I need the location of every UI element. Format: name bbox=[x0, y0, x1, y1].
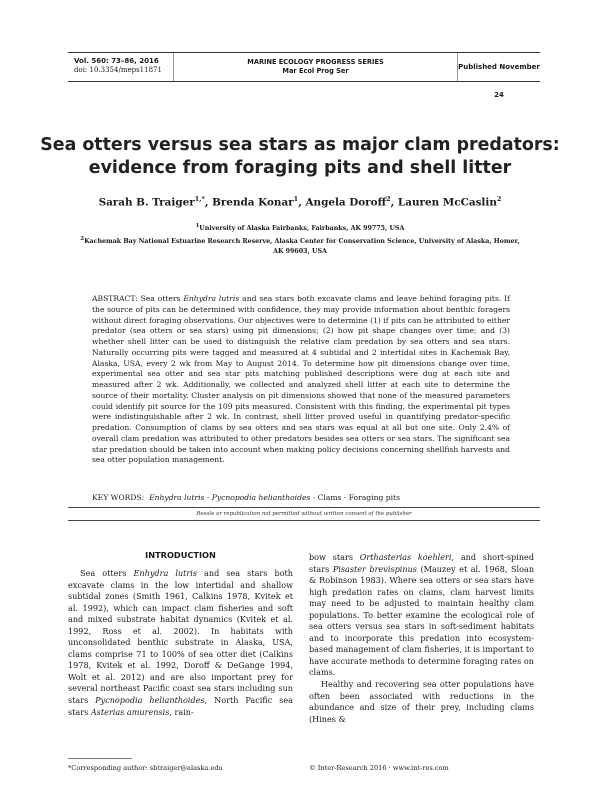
author-name: Lauren McCaslin bbox=[397, 196, 497, 209]
species-name: Asterias amurensis bbox=[90, 706, 170, 717]
body-text: (Mauzey et al. 1968, Sloan & Robinson 1983). Where sea otters or sea stars have high predation rates on clams, clam harvest limits may need to be adjusted to maintain healthy clam populations. To better examine the ecological role of sea otters versus sea stars in soft-sediment habitats and to incorporate this predation into ecosystem-based management of clam fisheries, it is important to have accurate methods to determine foraging rates on clams. bbox=[309, 563, 535, 678]
author-separator: , bbox=[298, 196, 306, 209]
author-superscript: 1 bbox=[293, 195, 299, 203]
keywords bbox=[92, 492, 510, 503]
journal-name bbox=[174, 53, 458, 81]
published-date: Published November 24 bbox=[458, 63, 540, 99]
copyright: © Inter-Research 2016 · www.int-res.com bbox=[309, 764, 449, 772]
article-title bbox=[40, 134, 560, 180]
journal-header bbox=[68, 52, 540, 99]
body-text: , rain- bbox=[169, 706, 194, 717]
doi-line: doi: 10.3354/meps11871 bbox=[74, 66, 162, 74]
volume-info bbox=[68, 53, 174, 81]
author-name: Brenda Konar bbox=[212, 196, 294, 209]
keyword: Pycnopodia helianthoides bbox=[211, 493, 311, 502]
body-text: Sea otters bbox=[80, 568, 134, 578]
journal-name-full: MARINE ECOLOGY PROGRESS SERIES bbox=[247, 58, 384, 66]
body-column-right bbox=[309, 552, 534, 725]
affiliation-text: University of Alaska Fairbanks, Fairbanks, AK 99775, USA bbox=[199, 225, 405, 233]
keyword-separator: · bbox=[204, 493, 212, 502]
author-superscript: 1,* bbox=[194, 195, 205, 203]
affiliation-2 bbox=[60, 234, 540, 257]
affiliation-superscript: 2 bbox=[80, 236, 85, 242]
affiliation-text: Kachemak Bay National Estuarine Research Reserve, Alaska Center for Conservation Science, University of Alaska, Homer, bbox=[84, 238, 520, 246]
paragraph bbox=[309, 552, 534, 679]
species-name: Pisaster brevispinus bbox=[332, 563, 417, 574]
author-name: Angela Doroff bbox=[305, 196, 387, 209]
keyword: Enhydra lutris bbox=[149, 493, 205, 502]
author-separator: , bbox=[390, 196, 398, 209]
divider bbox=[68, 507, 540, 508]
keywords-label: KEY WORDS: bbox=[92, 493, 145, 502]
resale-notice: Resale or republication not permitted without written consent of the publisher bbox=[196, 511, 412, 517]
species-name: Enhydra lutris bbox=[133, 568, 197, 578]
abstract-text: and sea stars both excavate clams and leave behind foraging pits. If the source of pits can be determined with confidence, they may provide information about benthic foragers without direct foraging observations. Our objectives were to determine (1) if pits can be attributed to either predator (sea otters or sea stars) using pit dimensions; (2) how pit shape changes over time; and (3) whether shell litter can be used to distinguish the relative clam predation by sea otters and sea stars. Naturally occurring pits were tagged and measured at 4 subtidal and 2 intertidal sites in Kachemak Bay, Alaska, USA, every 2 wk from May to August 2014. To determine how pit dimensions change over time, experimental sea otter and sea star pits matching published descriptions were dug at each site and measured after 2 wk. Additionally, we collected and analyzed shell litter at each site to determine the source of their mortality. Cluster analysis on pit dimensions showed that none of the measured parameters could identify pit source for the 109 pits measured. Consistent with this finding, the experimental pit types were indistinguishable after 2 wk. In contrast, shell litter proved useful in quantifying predator-specific predation. Consumption of clams by sea otters and sea stars was equal at all but one site. Only 2.4% of overall clam predation was attributed to other predators besides sea otters or sea stars. The significant sea star predation should be taken into account when making policy decisions concerning shellfish harvests and sea otter population management. bbox=[92, 294, 511, 465]
abstract-text: Sea otters bbox=[137, 294, 184, 303]
species-name: Enhydra lutris bbox=[183, 294, 240, 303]
body-text: bow stars bbox=[309, 552, 360, 562]
divider bbox=[68, 520, 540, 521]
abstract bbox=[92, 294, 510, 466]
species-name: Pycnopodia helianthoides bbox=[95, 695, 205, 706]
keyword: · Clams · Foraging pits bbox=[310, 493, 400, 502]
author-superscript: 2 bbox=[496, 195, 502, 203]
abstract-label: ABSTRACT: bbox=[92, 294, 138, 303]
journal-name-abbrev: Mar Ecol Prog Ser bbox=[282, 67, 349, 75]
corresponding-author: *Corresponding author: sbtraiger@alaska.edu bbox=[68, 764, 223, 772]
author-name: Sarah B. Traiger bbox=[98, 196, 195, 209]
paragraph: Healthy and recovering sea otter populations have often been associated with reductions in the abundance and size of their prey, including clams (Hines & bbox=[309, 679, 534, 724]
title-line-1: Sea otters versus sea stars as major clam predators: bbox=[40, 135, 560, 155]
paragraph bbox=[68, 568, 293, 718]
body-text: and sea stars both excavate clams in the low intertidal and shallow subtidal zones (Smith 1961, Calkins 1978, Kvitek et al. 1992), which can impact clam fisheries and soft and mixed substrate habitat dynamics (Kvitek et al. 1992, Ross et al. 2002). In habitats with unconsolidated benthic substrate in Alaska, USA, clams comprise 71 to 100% of sea otter diet (Calkins 1978, Kvitek et al. 1992, Doroff & DeGange 1994, Wolt et al. 2012) and are also important prey for several northeast Pacific coast sea stars including sun stars bbox=[68, 568, 293, 706]
affiliation-superscript: 1 bbox=[195, 223, 200, 229]
author-list bbox=[40, 195, 560, 208]
body-text: , North Pacific sea stars bbox=[68, 695, 293, 717]
body-column-left bbox=[68, 568, 293, 718]
footnote-divider bbox=[68, 758, 132, 759]
affiliation-1 bbox=[60, 221, 540, 234]
section-heading: INTRODUCTION bbox=[145, 550, 216, 560]
author-separator: , bbox=[204, 196, 213, 209]
species-name: Orthasterias koehleri bbox=[359, 552, 452, 562]
author-superscript: 2 bbox=[386, 195, 391, 203]
volume-line: Vol. 560: 73–86, 2016 bbox=[74, 57, 159, 65]
body-text: , and short-spined stars bbox=[309, 552, 535, 574]
title-line-2: evidence from foraging pits and shell litter bbox=[88, 158, 512, 178]
affiliation-text: AK 99603, USA bbox=[273, 248, 327, 256]
